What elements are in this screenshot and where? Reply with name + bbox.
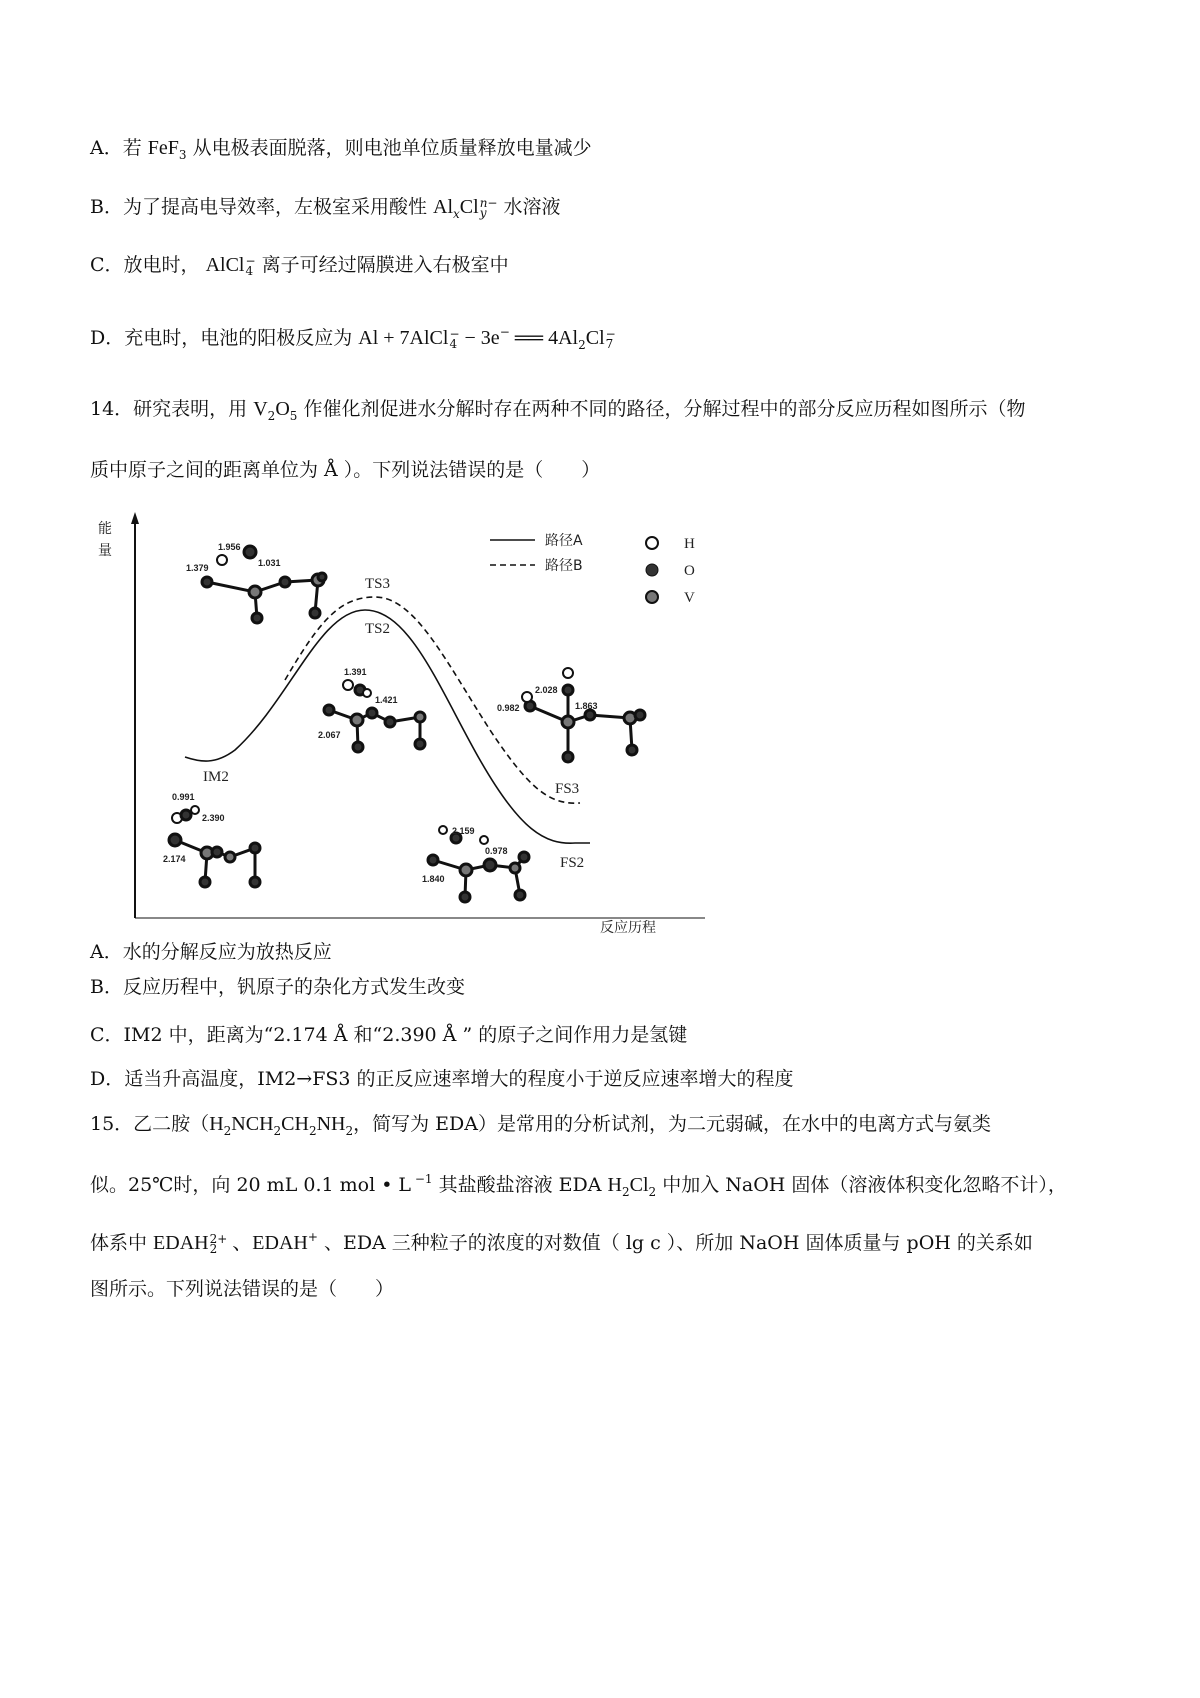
- q15-stem-line1: 15．乙二胺（$H_2NCH_2CH_2NH_2$，简写为 EDA）是常用的分析试剂，为二元弱碱，在水中的电离方式与氨类: [90, 1113, 991, 1138]
- q15-stem-line3: 体系中 EDAH 2+ 2 、EDAH+ 、EDA 三种粒子的浓度的对数值（ lg c ）、所加 NaOH 固体质量与 pOH 的关系如: [90, 1230, 1033, 1256]
- y-axis-label-2: 量: [98, 543, 112, 559]
- molecule-mid: [324, 680, 425, 752]
- distance-label: 1.840: [422, 874, 445, 884]
- q13-option-c: C．放电时， AlCl − 4 离子可经过隔膜进入右极室中: [90, 254, 509, 278]
- distance-label: 1.956: [218, 542, 241, 552]
- q15-stem-line4: 图所示。下列说法错误的是（ ）: [90, 1278, 395, 1300]
- distance-label: 1.421: [375, 695, 398, 705]
- distance-label: 1.379: [186, 563, 209, 573]
- distance-label: 1.031: [258, 558, 281, 568]
- distance-label: 2.159: [452, 826, 475, 836]
- q14-stem-line1: 14．研究表明，用 $V_2O_5$ 作催化剂促进水分解时存在两种不同的路径，分解过程中的部分反应历程如图所示（物: [90, 398, 1026, 423]
- q14-stem-line2: 质中原子之间的距离单位为 Å ）。下列说法错误的是（ ）: [90, 459, 601, 481]
- atom-h-label: H: [684, 536, 695, 552]
- atom-o-label: O: [684, 563, 695, 579]
- reaction-energy-diagram: [95, 500, 715, 940]
- molecule-structures: [169, 546, 645, 902]
- atom-v-label: V: [684, 590, 695, 606]
- distance-label: 0.991: [172, 792, 195, 802]
- molecule-right: [522, 668, 645, 762]
- q14-option-c: C．IM2 中，距离为“2.174 Å 和“2.390 Å ” 的原子之间作用力是氢键: [90, 1024, 688, 1046]
- molecule-fs2: [428, 826, 529, 902]
- distance-label: 2.174: [163, 854, 186, 864]
- label-im2: IM2: [203, 769, 229, 785]
- atom-o-icon: [646, 564, 658, 576]
- legend-path-b: 路径B: [545, 558, 583, 574]
- distance-label: 0.978: [485, 846, 508, 856]
- atom-h-icon: [646, 537, 658, 549]
- q13-option-d: D．充电时，电池的阳极反应为 Al + 7AlCl − 4 − 3e− ══ $4Al_2Cl$ − 7: [90, 325, 616, 352]
- label-ts2: TS2: [365, 621, 391, 637]
- q15-stem-line2: 似。25℃时，向 20 mL 0.1 mol • L $^{-1}$ 其盐酸盐溶液 EDA $H_2Cl_2$ 中加入 NaOH 固体（溶液体积变化忽略不计），: [90, 1172, 1067, 1199]
- label-fs3: FS3: [555, 781, 580, 797]
- y-axis-label-1: 能: [98, 521, 112, 537]
- q14-option-d: D．适当升高温度，IM2→FS3 的正反应速率增大的程度小于逆反应速率增大的程度: [90, 1068, 794, 1090]
- q13-option-a: A．若 FeF$_3$ 从电极表面脱落，则电池单位质量释放电量减少: [90, 137, 592, 162]
- distance-label: 2.028: [535, 685, 558, 695]
- q13-option-b: B．为了提高电导效率，左极室采用酸性 $Al_xCl$ n− y 水溶液: [90, 196, 561, 221]
- q14-option-a: A．水的分解反应为放热反应: [90, 941, 332, 963]
- label-fs2: FS2: [560, 855, 585, 871]
- distance-label: 1.863: [575, 701, 598, 711]
- legend-path-a: 路径A: [545, 533, 583, 549]
- distance-label: 2.390: [202, 813, 225, 823]
- q14-option-b: B．反应历程中，钒原子的杂化方式发生改变: [90, 976, 465, 998]
- distance-label: 2.067: [318, 730, 341, 740]
- y-axis-arrow: [131, 512, 139, 524]
- distance-label: 0.982: [497, 703, 520, 713]
- label-ts3: TS3: [365, 576, 391, 592]
- x-axis-label: 反应历程: [600, 920, 656, 936]
- atom-v-icon: [646, 591, 658, 603]
- distance-label: 1.391: [344, 667, 367, 677]
